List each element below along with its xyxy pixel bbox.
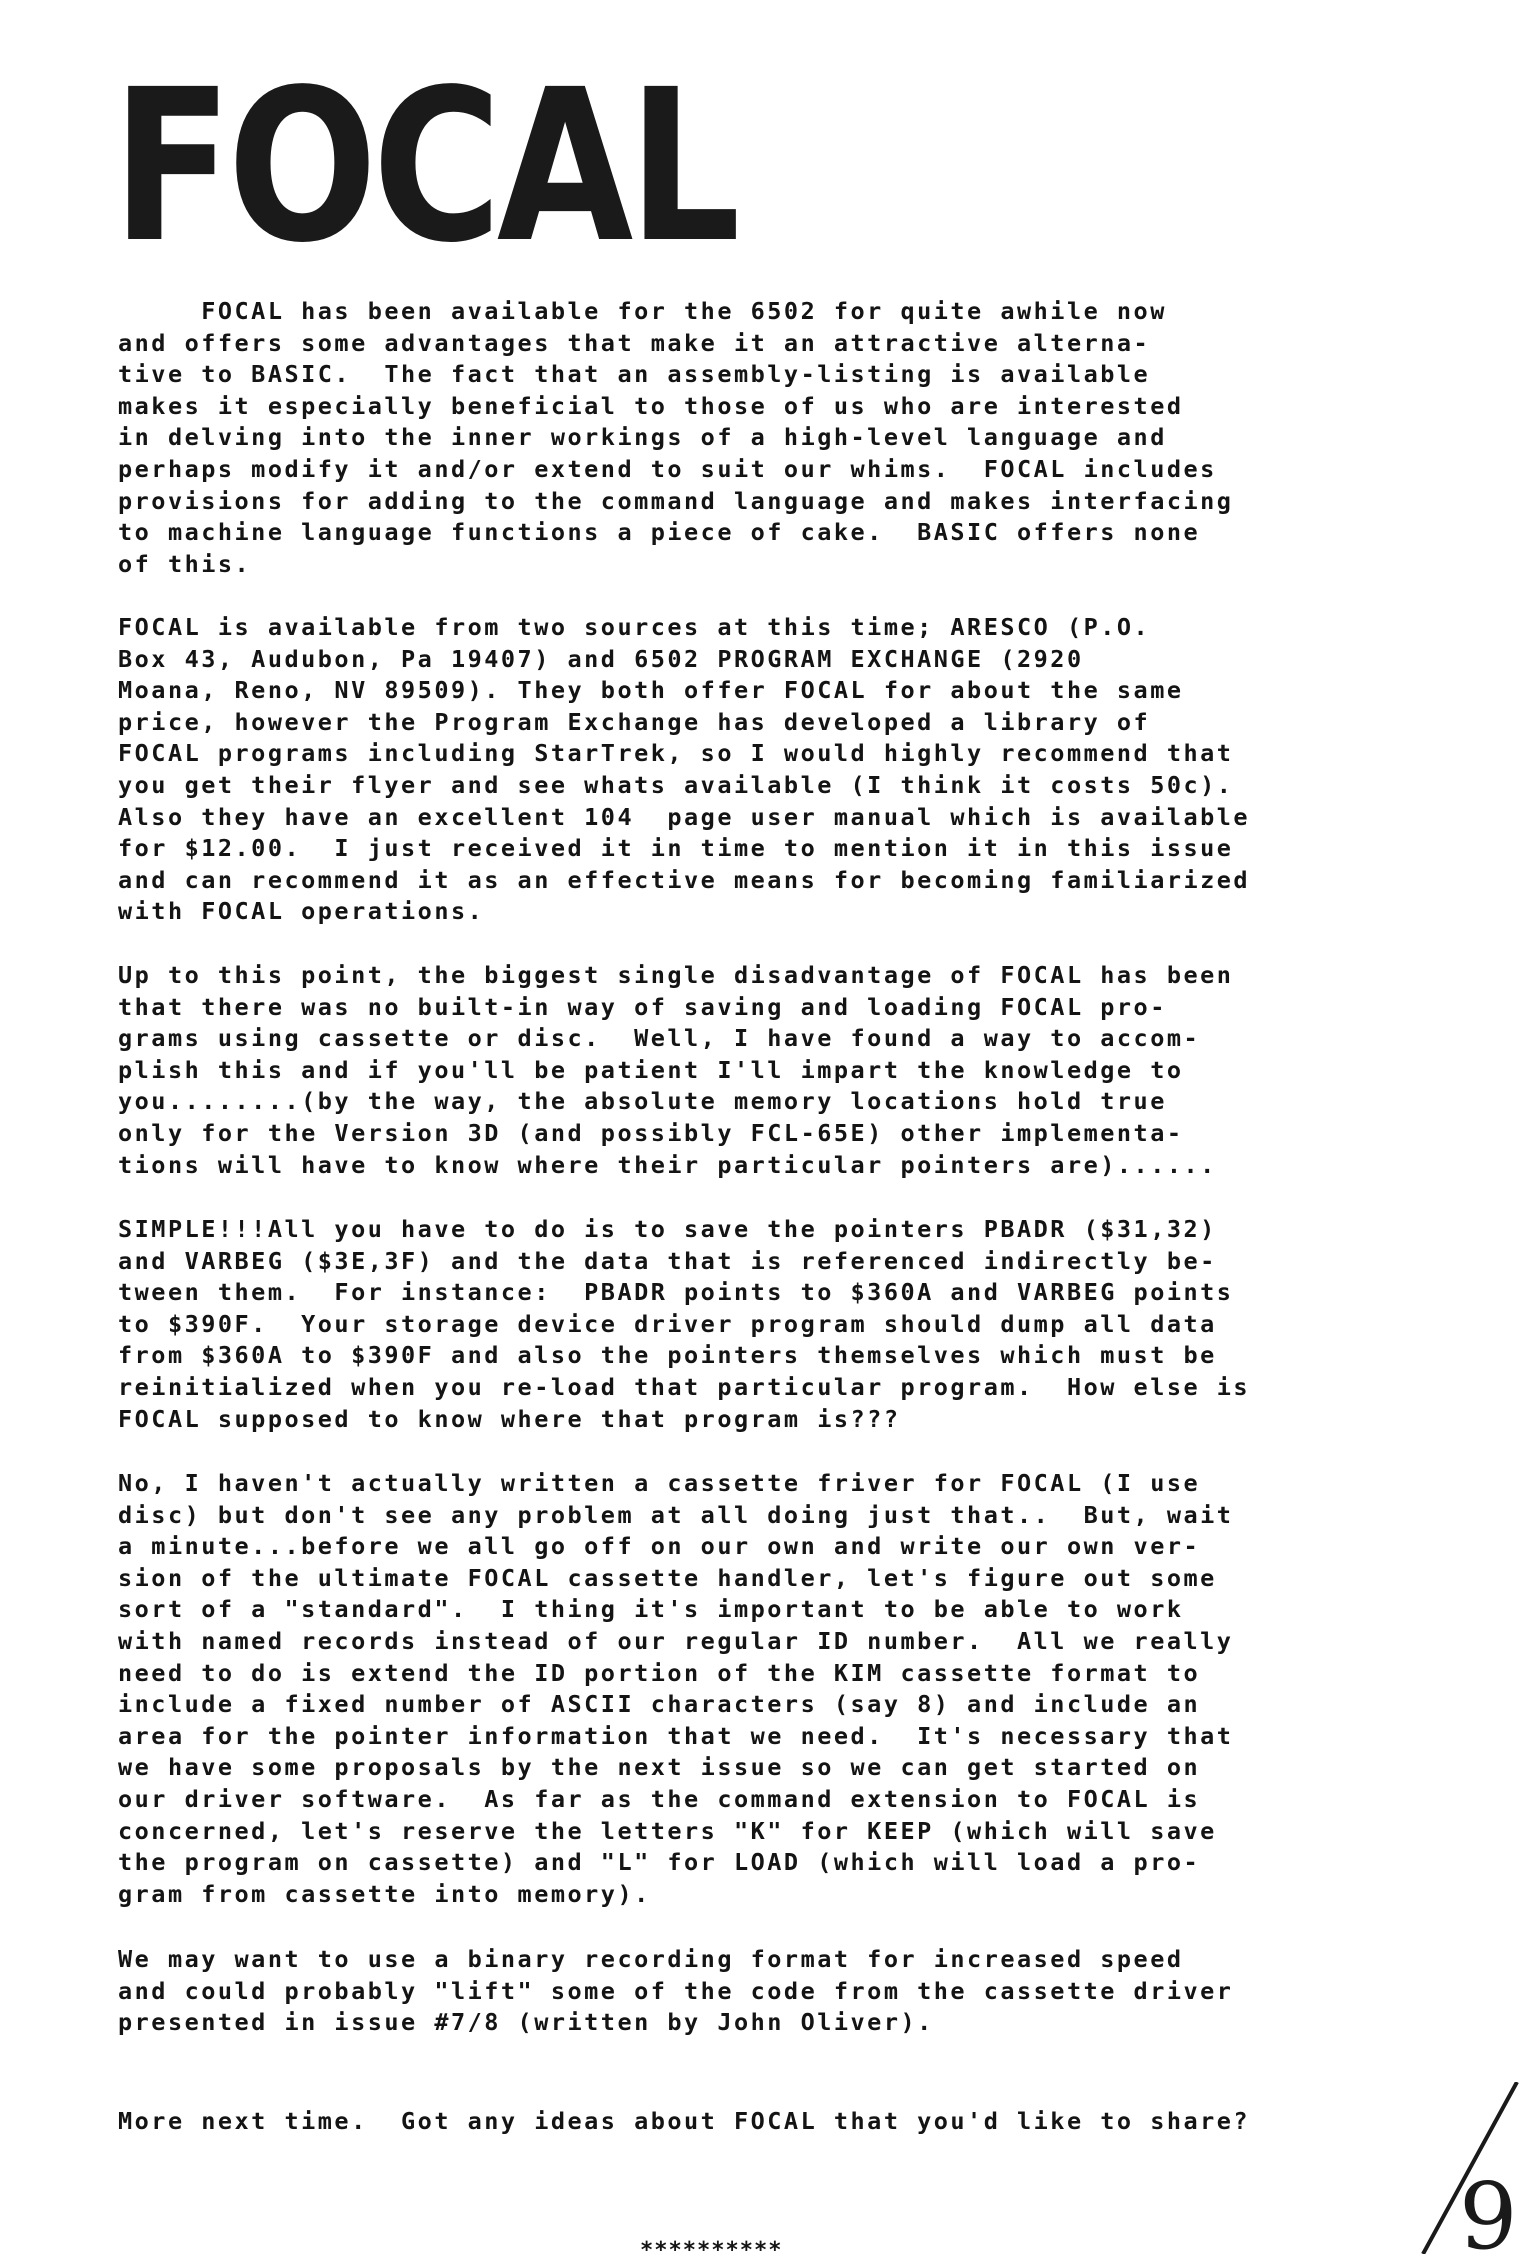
text-line: we have some proposals by the next issue so we can get started on: [118, 1753, 1201, 1782]
text-line: concerned, let's reserve the letters "K" for KEEP (which will save: [118, 1816, 1217, 1845]
text-line: need to do is extend the ID portion of the KIM cassette format to: [118, 1658, 1201, 1687]
text-line: from $360A to $390F and also the pointers themselves which must be: [118, 1341, 1217, 1370]
text-line: our driver software. As far as the command extension to FOCAL is: [118, 1784, 1201, 1813]
paragraph-cassette: [118, 1468, 1418, 1910]
text-line: reinitialized when you re-load that particular program. How else is: [118, 1372, 1251, 1401]
text-line: area for the pointer information that we need. It's necessary that: [118, 1721, 1234, 1750]
page-number-handwritten: [1405, 2082, 1537, 2254]
text-line: Also they have an excellent 104 page user manual which is available: [118, 802, 1251, 831]
text-line: in delving into the inner workings of a high-level language and: [118, 423, 1167, 452]
paragraph-sources: [118, 612, 1418, 928]
text-line: with named records instead of our regular ID number. All we really: [118, 1626, 1234, 1655]
text-line: FOCAL supposed to know where that program is???: [118, 1404, 901, 1433]
text-line: SIMPLE!!!All you have to do is to save the pointers PBADR ($31,32): [118, 1215, 1217, 1243]
paragraph-intro: [118, 296, 1418, 580]
paragraph-binary: [118, 1944, 1418, 2039]
text-line: Moana, Reno, NV 89509). They both offer FOCAL for about the same: [118, 676, 1184, 705]
text-line: to $390F. Your storage device driver program should dump all data: [118, 1309, 1217, 1338]
text-line: you........(by the way, the absolute memory locations hold true: [118, 1087, 1167, 1116]
text-line: FOCAL has been available for the 6502 for quite awhile now: [118, 297, 1167, 325]
text-line: More next time. Got any ideas about FOCAL that you'd like to share?: [118, 2107, 1251, 2135]
text-line: FOCAL is available from two sources at this time; ARESCO (P.O.: [118, 613, 1151, 641]
text-line: Up to this point, the biggest single disadvantage of FOCAL has been: [118, 961, 1234, 989]
text-line: No, I haven't actually written a cassette friver for FOCAL (I use: [118, 1469, 1201, 1497]
text-line: and VARBEG ($3E,3F) and the data that is referenced indirectly be-: [118, 1246, 1217, 1275]
text-line: presented in issue #7/8 (written by John Oliver).: [118, 2008, 934, 2037]
text-line: sort of a "standard". I thing it's important to be able to work: [118, 1595, 1184, 1624]
text-line: and offers some advantages that make it an attractive alterna-: [118, 328, 1151, 357]
text-line: to machine language functions a piece of cake. BASIC offers none: [118, 518, 1201, 547]
text-line: grams using cassette or disc. Well, I have found a way to accom-: [118, 1024, 1201, 1053]
text-line: include a fixed number of ASCII characters (say 8) and include an: [118, 1690, 1201, 1719]
text-line: tween them. For instance: PBADR points to $360A and VARBEG points: [118, 1278, 1234, 1307]
text-line: and could probably "lift" some of the code from the cassette driver: [118, 1976, 1234, 2005]
text-line: makes it especially beneficial to those of us who are interested: [118, 391, 1184, 420]
page-title: FOCAL: [112, 44, 736, 289]
text-line: you get their flyer and see whats available (I think it costs 50c).: [118, 770, 1234, 799]
text-line: perhaps modify it and/or extend to suit our whims. FOCAL includes: [118, 454, 1217, 483]
text-line: the program on cassette) and "L" for LOAD (which will load a pro-: [118, 1848, 1201, 1877]
text-line: FOCAL programs including StarTrek, so I would highly recommend that: [118, 739, 1234, 768]
paragraph-closing: [118, 2106, 1418, 2138]
paragraph-simple: [118, 1214, 1418, 1435]
text-line: provisions for adding to the command language and makes interfacing: [118, 486, 1234, 515]
separator: **********: [640, 2238, 783, 2263]
text-line: and can recommend it as an effective means for becoming familiarized: [118, 865, 1251, 894]
text-line: with FOCAL operations.: [118, 897, 485, 926]
text-line: of this.: [118, 549, 252, 578]
text-line: a minute...before we all go off on our own and write our own ver-: [118, 1532, 1201, 1561]
text-line: sion of the ultimate FOCAL cassette handler, let's figure out some: [118, 1563, 1217, 1592]
text-line: gram from cassette into memory).: [118, 1879, 651, 1908]
paragraph-disadvantage: [118, 960, 1418, 1181]
page-number: 9: [1459, 2163, 1518, 2254]
text-line: tive to BASIC. The fact that an assembly-listing is available: [118, 360, 1151, 389]
text-line: price, however the Program Exchange has developed a library of: [118, 707, 1151, 736]
text-line: only for the Version 3D (and possibly FCL-65E) other implementa-: [118, 1118, 1184, 1147]
text-line: disc) but don't see any problem at all doing just that.. But, wait: [118, 1500, 1234, 1529]
text-line: for $12.00. I just received it in time to mention it in this issue: [118, 834, 1234, 863]
text-line: Box 43, Audubon, Pa 19407) and 6502 PROGRAM EXCHANGE (2920: [118, 644, 1084, 673]
text-line: tions will have to know where their particular pointers are)......: [118, 1150, 1217, 1179]
text-line: We may want to use a binary recording format for increased speed: [118, 1945, 1184, 1973]
text-line: that there was no built-in way of saving and loading FOCAL pro-: [118, 992, 1167, 1021]
text-line: plish this and if you'll be patient I'll impart the knowledge to: [118, 1055, 1184, 1084]
